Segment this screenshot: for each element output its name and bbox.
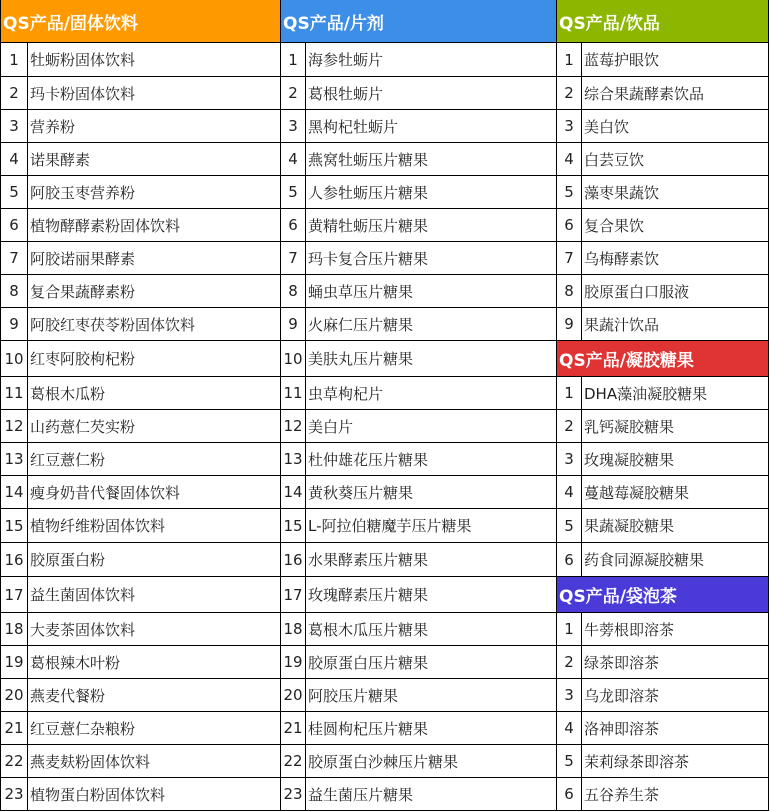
row-number: 11 xyxy=(281,377,306,410)
row-number: 4 xyxy=(557,476,582,509)
row-number: 23 xyxy=(281,778,306,811)
product-name: 美白饮 xyxy=(582,110,769,143)
product-name: 牡蛎粉固体饮料 xyxy=(28,43,281,77)
row-number: 18 xyxy=(0,613,28,646)
product-name: 葛根木瓜粉 xyxy=(28,377,281,410)
row-number: 1 xyxy=(557,613,582,646)
row-number: 1 xyxy=(0,43,28,77)
row-number: 12 xyxy=(0,410,28,443)
row-number: 5 xyxy=(557,509,582,543)
row-number: 6 xyxy=(557,543,582,577)
row-number: 1 xyxy=(281,43,306,77)
product-name: 杜仲雄花压片糖果 xyxy=(306,443,557,476)
product-name: 葛根辣木叶粉 xyxy=(28,646,281,679)
product-name: 美肤丸压片糖果 xyxy=(306,341,557,377)
product-name: 人参牡蛎压片糖果 xyxy=(306,176,557,209)
row-number: 4 xyxy=(557,712,582,745)
row-number: 3 xyxy=(557,679,582,712)
product-name: 诺果酵素 xyxy=(28,143,281,176)
row-number: 9 xyxy=(281,308,306,341)
row-number: 20 xyxy=(0,679,28,712)
product-name: 绿茶即溶茶 xyxy=(582,646,769,679)
row-number: 7 xyxy=(281,242,306,275)
row-number: 23 xyxy=(0,778,28,811)
row-number: 8 xyxy=(281,275,306,308)
product-name: 山药薏仁芡实粉 xyxy=(28,410,281,443)
product-name: 瘦身奶昔代餐固体饮料 xyxy=(28,476,281,509)
product-name: 玛卡粉固体饮料 xyxy=(28,77,281,110)
product-name: 燕麦代餐粉 xyxy=(28,679,281,712)
row-number: 14 xyxy=(0,476,28,509)
product-name: 益生菌固体饮料 xyxy=(28,577,281,613)
row-number: 5 xyxy=(0,176,28,209)
product-name: 阿胶红枣茯苓粉固体饮料 xyxy=(28,308,281,341)
row-number: 22 xyxy=(0,745,28,778)
product-name: 玫瑰酵素压片糖果 xyxy=(306,577,557,613)
row-number: 3 xyxy=(557,110,582,143)
row-number: 4 xyxy=(281,143,306,176)
row-number: 6 xyxy=(0,209,28,242)
product-name: 药食同源凝胶糖果 xyxy=(582,543,769,577)
row-number: 5 xyxy=(557,176,582,209)
product-name: 植物蛋白粉固体饮料 xyxy=(28,778,281,811)
row-number: 5 xyxy=(557,745,582,778)
product-name: DHA藻油凝胶糖果 xyxy=(582,377,769,410)
row-number: 18 xyxy=(281,613,306,646)
row-number: 15 xyxy=(281,509,306,543)
row-number: 3 xyxy=(281,110,306,143)
product-name: 综合果蔬酵素饮品 xyxy=(582,77,769,110)
product-name: 益生菌压片糖果 xyxy=(306,778,557,811)
row-number: 20 xyxy=(281,679,306,712)
row-number: 7 xyxy=(557,242,582,275)
product-name: 胶原蛋白沙棘压片糖果 xyxy=(306,745,557,778)
product-name: 乳钙凝胶糖果 xyxy=(582,410,769,443)
product-name: 火麻仁压片糖果 xyxy=(306,308,557,341)
row-number: 5 xyxy=(281,176,306,209)
product-name: 营养粉 xyxy=(28,110,281,143)
product-name: 复合果饮 xyxy=(582,209,769,242)
product-name: 大麦茶固体饮料 xyxy=(28,613,281,646)
product-name: 五谷养生茶 xyxy=(582,778,769,811)
row-number: 2 xyxy=(557,646,582,679)
row-number: 7 xyxy=(0,242,28,275)
product-name: 白芸豆饮 xyxy=(582,143,769,176)
row-number: 6 xyxy=(281,209,306,242)
product-name: 蓝莓护眼饮 xyxy=(582,43,769,77)
row-number: 19 xyxy=(281,646,306,679)
row-number: 8 xyxy=(0,275,28,308)
product-name: 乌梅酵素饮 xyxy=(582,242,769,275)
row-number: 2 xyxy=(281,77,306,110)
product-name: 蛹虫草压片糖果 xyxy=(306,275,557,308)
product-name: 阿胶压片糖果 xyxy=(306,679,557,712)
product-name: 葛根木瓜压片糖果 xyxy=(306,613,557,646)
product-name: 蔓越莓凝胶糖果 xyxy=(582,476,769,509)
product-name: 阿胶玉枣营养粉 xyxy=(28,176,281,209)
row-number: 3 xyxy=(557,443,582,476)
product-name: 果蔬汁饮品 xyxy=(582,308,769,341)
row-number: 9 xyxy=(0,308,28,341)
row-number: 9 xyxy=(557,308,582,341)
row-number: 17 xyxy=(0,577,28,613)
section-header-solid_drink: QS产品/固体饮料 xyxy=(0,0,281,43)
product-name: 水果酵素压片糖果 xyxy=(306,543,557,577)
row-number: 8 xyxy=(557,275,582,308)
product-name: 植物纤维粉固体饮料 xyxy=(28,509,281,543)
section-header-beverages: QS产品/饮品 xyxy=(557,0,769,43)
product-name: 燕窝牡蛎压片糖果 xyxy=(306,143,557,176)
product-name: 胶原蛋白口服液 xyxy=(582,275,769,308)
row-number: 10 xyxy=(281,341,306,377)
product-name: 黑枸杞牡蛎片 xyxy=(306,110,557,143)
row-number: 6 xyxy=(557,209,582,242)
product-name: L-阿拉伯糖魔芋压片糖果 xyxy=(306,509,557,543)
product-name: 海参牡蛎片 xyxy=(306,43,557,77)
product-name: 红枣阿胶枸杞粉 xyxy=(28,341,281,377)
product-name: 红豆薏仁粉 xyxy=(28,443,281,476)
product-name: 藻枣果蔬饮 xyxy=(582,176,769,209)
product-name: 黄秋葵压片糖果 xyxy=(306,476,557,509)
row-number: 4 xyxy=(0,143,28,176)
row-number: 2 xyxy=(0,77,28,110)
product-name: 阿胶诺丽果酵素 xyxy=(28,242,281,275)
product-name: 植物酵酵素粉固体饮料 xyxy=(28,209,281,242)
product-name: 红豆薏仁杂粮粉 xyxy=(28,712,281,745)
row-number: 1 xyxy=(557,43,582,77)
product-name: 牛蒡根即溶茶 xyxy=(582,613,769,646)
product-name: 黄精牡蛎压片糖果 xyxy=(306,209,557,242)
row-number: 3 xyxy=(0,110,28,143)
row-number: 15 xyxy=(0,509,28,543)
row-number: 17 xyxy=(281,577,306,613)
row-number: 19 xyxy=(0,646,28,679)
row-number: 10 xyxy=(0,341,28,377)
product-name: 葛根牡蛎片 xyxy=(306,77,557,110)
product-name: 玫瑰凝胶糖果 xyxy=(582,443,769,476)
product-name: 胶原蛋白压片糖果 xyxy=(306,646,557,679)
row-number: 1 xyxy=(557,377,582,410)
row-number: 6 xyxy=(557,778,582,811)
section-header-teabags: QS产品/袋泡茶 xyxy=(557,577,769,613)
product-name: 复合果蔬酵素粉 xyxy=(28,275,281,308)
product-name: 燕麦麸粉固体饮料 xyxy=(28,745,281,778)
section-header-tablets: QS产品/片剂 xyxy=(281,0,557,43)
row-number: 21 xyxy=(281,712,306,745)
row-number: 16 xyxy=(0,543,28,577)
row-number: 4 xyxy=(557,143,582,176)
product-name: 玛卡复合压片糖果 xyxy=(306,242,557,275)
row-number: 13 xyxy=(0,443,28,476)
row-number: 13 xyxy=(281,443,306,476)
product-name: 胶原蛋白粉 xyxy=(28,543,281,577)
row-number: 11 xyxy=(0,377,28,410)
row-number: 2 xyxy=(557,77,582,110)
row-number: 14 xyxy=(281,476,306,509)
product-name: 茉莉绿茶即溶茶 xyxy=(582,745,769,778)
product-name: 果蔬凝胶糖果 xyxy=(582,509,769,543)
row-number: 2 xyxy=(557,410,582,443)
row-number: 16 xyxy=(281,543,306,577)
row-number: 22 xyxy=(281,745,306,778)
product-name: 美白片 xyxy=(306,410,557,443)
product-name: 乌龙即溶茶 xyxy=(582,679,769,712)
product-name: 桂圆枸杞压片糖果 xyxy=(306,712,557,745)
row-number: 21 xyxy=(0,712,28,745)
row-number: 12 xyxy=(281,410,306,443)
section-header-gummies: QS产品/凝胶糖果 xyxy=(557,341,769,377)
product-name: 洛神即溶茶 xyxy=(582,712,769,745)
product-name: 虫草枸杞片 xyxy=(306,377,557,410)
